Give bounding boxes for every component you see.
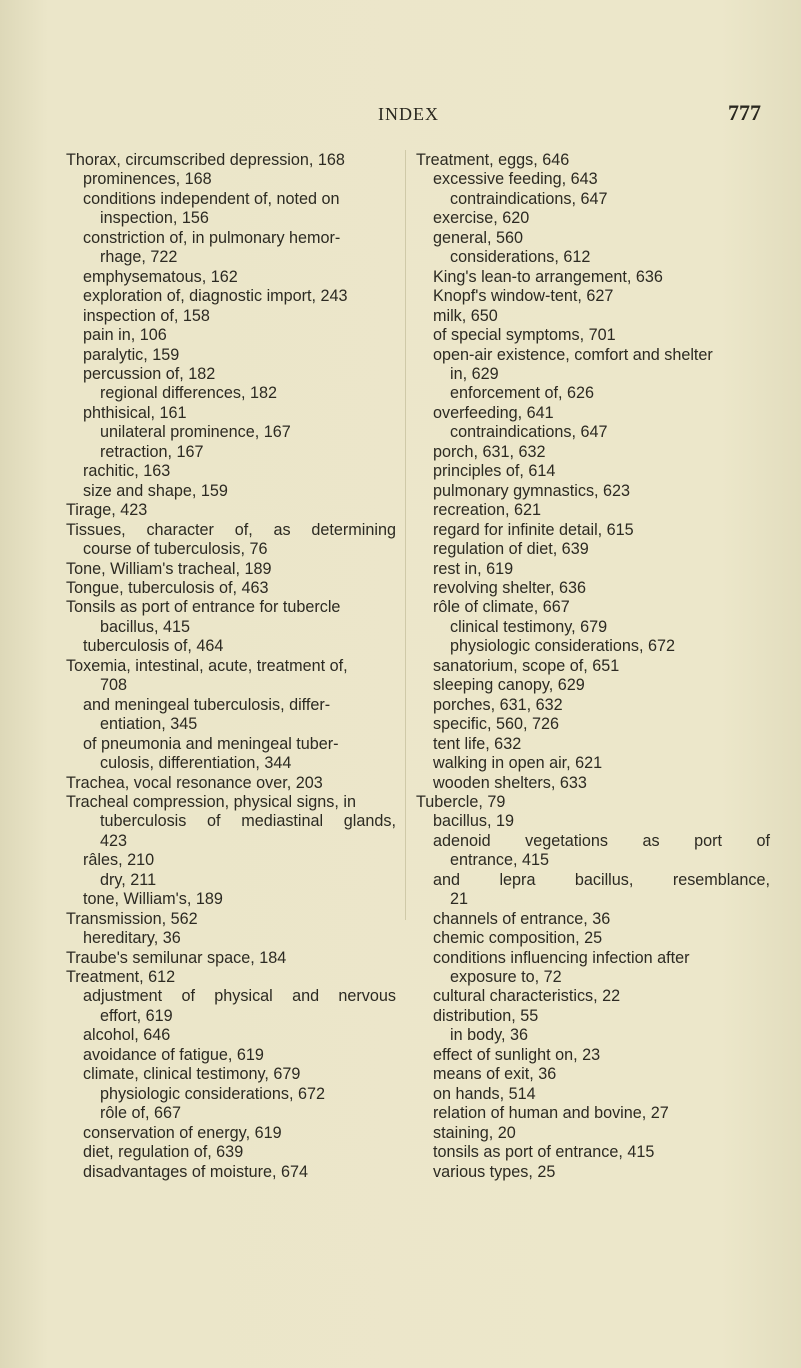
index-entry: bacillus, 19 xyxy=(433,812,514,831)
index-entry: rôle of, 667 xyxy=(100,1104,181,1123)
index-entry: rest in, 619 xyxy=(433,559,514,578)
index-entry: King's lean-to arrangement, 636 xyxy=(433,267,663,286)
index-entry: relation of human and bovine, 27 xyxy=(433,1104,669,1123)
index-entry: paralytic, 159 xyxy=(83,345,180,364)
index-entry: inspection, 156 xyxy=(100,209,209,228)
index-entry: entrance, 415 xyxy=(450,851,549,870)
page-number: 777 xyxy=(728,100,761,125)
index-entry: tone, William's, 189 xyxy=(83,890,223,909)
index-entry: Thorax, circumscribed depression, 168 xyxy=(66,151,345,169)
index-entry: porch, 631, 632 xyxy=(433,442,546,461)
index-entry: revolving shelter, 636 xyxy=(433,578,586,597)
index-entry: open-air existence, comfort and shelter xyxy=(433,345,713,364)
index-entry: conditions independent of, noted on xyxy=(83,189,340,208)
index-entry: effect of sunlight on, 23 xyxy=(433,1045,601,1064)
index-entry: regulation of diet, 639 xyxy=(433,540,589,559)
index-entry: regard for infinite detail, 615 xyxy=(433,520,634,539)
index-entry: unilateral prominence, 167 xyxy=(100,423,291,442)
index-entry: means of exit, 36 xyxy=(433,1065,557,1084)
index-entry: principles of, 614 xyxy=(433,462,556,481)
index-entry: adenoid vegetations as port of xyxy=(433,831,770,850)
index-entry: contraindications, 647 xyxy=(450,189,608,208)
index-entry: entiation, 345 xyxy=(100,715,198,734)
index-entry: regional differences, 182 xyxy=(100,384,277,403)
index-entry: exposure to, 72 xyxy=(450,968,562,987)
index-entry: milk, 650 xyxy=(433,306,498,325)
index-entry: rhage, 722 xyxy=(100,248,178,267)
index-entry: excessive feeding, 643 xyxy=(433,170,598,189)
index-entry: 21 xyxy=(450,890,469,909)
index-entry: of pneumonia and meningeal tuber- xyxy=(83,734,339,753)
index-entry: disadvantages of moisture, 674 xyxy=(83,1162,308,1181)
index-entry: contraindications, 647 xyxy=(450,423,608,442)
index-entry: rachitic, 163 xyxy=(83,462,171,481)
index-entry: Tongue, tuberculosis of, 463 xyxy=(66,578,269,597)
index-entry: Toxemia, intestinal, acute, treatment of, xyxy=(66,656,348,675)
index-entry: Traube's semilunar space, 184 xyxy=(66,948,287,967)
header-title: INDEX xyxy=(378,104,439,124)
index-entry: pulmonary gymnastics, 623 xyxy=(433,481,631,500)
index-entry: phthisical, 161 xyxy=(83,403,187,422)
index-entry: overfeeding, 641 xyxy=(433,403,554,422)
index-entry: sleeping canopy, 629 xyxy=(433,676,585,695)
index-entry: physiologic considerations, 672 xyxy=(100,1084,325,1103)
index-entry: inspection of, 158 xyxy=(83,306,210,325)
index-entry: Tone, William's tracheal, 189 xyxy=(66,559,272,578)
index-entry: exploration of, diagnostic import, 243 xyxy=(83,287,348,306)
index-entry: Transmission, 562 xyxy=(66,909,198,928)
index-entry: tent life, 632 xyxy=(433,734,522,753)
index-entry: constriction of, in pulmonary hemor- xyxy=(83,228,341,247)
index-entry: enforcement of, 626 xyxy=(450,384,594,403)
index-entry: distribution, 55 xyxy=(433,1006,539,1025)
index-entry: Treatment, eggs, 646 xyxy=(416,151,570,169)
index-entry: specific, 560, 726 xyxy=(433,715,559,734)
index-entry: percussion of, 182 xyxy=(83,364,216,383)
index-entry: pain in, 106 xyxy=(83,326,167,345)
index-entry: tonsils as port of entrance, 415 xyxy=(433,1143,655,1162)
index-entry: channels of entrance, 36 xyxy=(433,909,611,928)
index-entry: diet, regulation of, 639 xyxy=(83,1143,244,1162)
index-entry: in body, 36 xyxy=(450,1026,528,1045)
index-entry: hereditary, 36 xyxy=(83,929,181,948)
index-entry: râles, 210 xyxy=(83,851,155,870)
index-entry: retraction, 167 xyxy=(100,442,204,461)
index-entry: on hands, 514 xyxy=(433,1084,536,1103)
index-column-left xyxy=(66,151,396,1182)
index-entry: in, 629 xyxy=(450,364,499,383)
index-entry: alcohol, 646 xyxy=(83,1026,171,1045)
index-entry: recreation, 621 xyxy=(433,501,541,520)
index-entry: staining, 20 xyxy=(433,1123,516,1142)
index-entry: size and shape, 159 xyxy=(83,481,228,500)
index-entry: physiologic considerations, 672 xyxy=(450,637,675,656)
index-entry: avoidance of fatigue, 619 xyxy=(83,1045,264,1064)
index-entry: conservation of energy, 619 xyxy=(83,1123,282,1142)
index-entry: Tirage, 423 xyxy=(66,501,148,520)
index-entry: sanatorium, scope of, 651 xyxy=(433,656,620,675)
index-entry: course of tuberculosis, 76 xyxy=(83,540,268,559)
index-entry: Tonsils as port of entrance for tubercle xyxy=(66,598,341,617)
index-entry: wooden shelters, 633 xyxy=(433,773,587,792)
index-entry: Tracheal compression, physical signs, in xyxy=(66,792,356,811)
index-entry: various types, 25 xyxy=(433,1162,556,1181)
index-entry: 708 xyxy=(100,676,128,695)
index-entry: general, 560 xyxy=(433,228,524,247)
running-header xyxy=(0,100,801,134)
index-entry: 423 xyxy=(100,831,128,850)
index-entry: adjustment of physical and nervous xyxy=(83,987,396,1006)
index-entry: considerations, 612 xyxy=(450,248,591,267)
index-entry: tuberculosis of mediastinal glands, xyxy=(100,812,396,831)
index-entry: prominences, 168 xyxy=(83,170,212,189)
index-entry: Trachea, vocal resonance over, 203 xyxy=(66,773,323,792)
index-entry: and meningeal tuberculosis, differ- xyxy=(83,695,331,714)
index-entry: bacillus, 415 xyxy=(100,617,190,636)
index-entry: emphysematous, 162 xyxy=(83,267,238,286)
index-entry: of special symptoms, 701 xyxy=(433,326,616,345)
column-divider xyxy=(405,150,406,920)
index-entry: chemic composition, 25 xyxy=(433,929,603,948)
index-entry: cultural characteristics, 22 xyxy=(433,987,621,1006)
index-entry: tuberculosis of, 464 xyxy=(83,637,224,656)
index-entry: Treatment, 612 xyxy=(66,968,176,987)
index-entry: effort, 619 xyxy=(100,1006,173,1025)
index-entry: clinical testimony, 679 xyxy=(450,617,608,636)
index-entry: and lepra bacillus, resemblance, xyxy=(433,870,770,889)
index-column-right xyxy=(416,151,770,1182)
index-entry: Tubercle, 79 xyxy=(416,792,506,811)
index-entry: rôle of climate, 667 xyxy=(433,598,570,617)
index-entry: conditions influencing infection after xyxy=(433,948,690,967)
index-entry: climate, clinical testimony, 679 xyxy=(83,1065,301,1084)
index-entry: Knopf's window-tent, 627 xyxy=(433,287,614,306)
index-entry: Tissues, character of, as determining xyxy=(66,520,396,539)
index-entry: porches, 631, 632 xyxy=(433,695,563,714)
index-entry: walking in open air, 621 xyxy=(433,754,603,773)
index-entry: culosis, differentiation, 344 xyxy=(100,754,292,773)
index-entry: dry, 211 xyxy=(100,870,157,889)
index-entry: exercise, 620 xyxy=(433,209,530,228)
